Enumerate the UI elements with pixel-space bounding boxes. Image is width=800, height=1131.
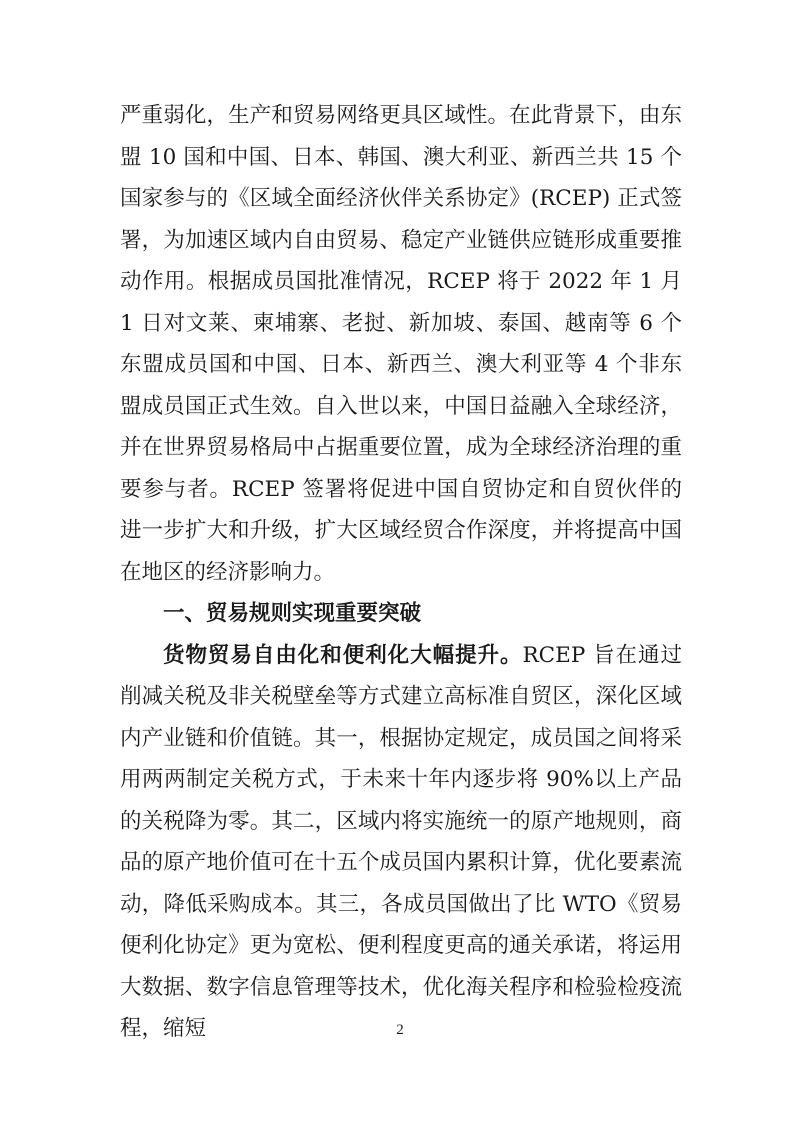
paragraph-lead: 货物贸易自由化和便利化大幅提升。 [163, 642, 523, 668]
document-body [120, 95, 682, 1050]
paragraph: 严重弱化，生产和贸易网络更具区域性。在此背景下，由东盟 10 国和中国、日本、韩国、澳大利亚、新西兰共 15 个国家参与的《区域全面经济伙伴关系协定》(RCEP) 正式签署，为加速区域内自由贸易、稳定产业链供应链形成重要推动作用。根据成员国批准情况，RCEP 将于 2022 年 1 月 1 日对文莱、柬埔寨、老挝、新加坡、泰国、越南等 6 个东盟成员国和中国、日本、新西兰、澳大利亚等 4 个非东盟成员国正式生效。自入世以来，中国日益融入全球经济，并在世界贸易格局中占据重要位置，成为全球经济治理的重要参与者。RCEP 签署将促进中国自贸协定和自贸伙伴的进一步扩大和升级，扩大区域经贸合作深度，并将提高中国在地区的经济影响力。 [120, 103, 682, 585]
page-number: 2 [396, 1022, 404, 1038]
paragraph-body: RCEP 旨在通过削减关税及非关税壁垒等方式建立高标准自贸区，深化区域内产业链和价值链。其一，根据协定规定，成员国之间将采用两两制定关税方式，于未来十年内逐步将 90%以上产品的关税降为零。其二，区域内将实施统一的原产地规则，商品的原产地价值可在十五个成员国内累积计算，优化要素流动，降低采购成本。其三，各成员国做出了比 WTO《贸易便利化协定》更为宽松、便利程度更高的通关承诺，将运用大数据、数字信息管理等技术，优化海关程序和检验检疫流程，缩短 [120, 642, 682, 1041]
paragraph [120, 635, 682, 1050]
section-heading: 一、贸易规则实现重要突破 [163, 601, 422, 626]
